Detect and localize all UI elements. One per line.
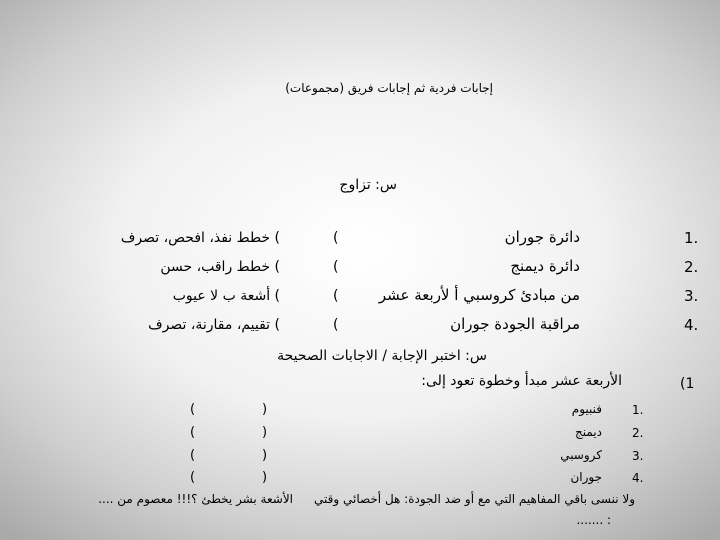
row-number: 4. xyxy=(684,316,699,334)
row-number: 2. xyxy=(684,258,699,276)
option-number: 1. xyxy=(632,403,644,417)
choice-question-prompt: س: اختبر الإجابة / الاجابات الصحيحة xyxy=(277,348,487,364)
answer-blank: ( xyxy=(333,259,339,275)
option-number: 4. xyxy=(632,471,644,485)
answer-blank: ( xyxy=(333,230,339,246)
left-item: دائرة ديمنج xyxy=(510,257,580,275)
answer-blank-open: ( xyxy=(190,425,196,440)
option-number: 3. xyxy=(632,449,644,463)
answer-blank-open: ( xyxy=(190,470,196,485)
matching-question-label: س: تزاوج xyxy=(339,177,397,193)
row-number: 1. xyxy=(684,229,699,247)
question-marker: (1 xyxy=(680,376,695,392)
page-header: إجابات فردية ثم إجابات فريق (مجموعات) xyxy=(285,81,493,95)
answer-blank-close: ) xyxy=(262,470,268,485)
right-item: ) خطط راقب، حسن xyxy=(160,259,280,275)
right-item: ) تقييم، مقارنة، تصرف xyxy=(148,317,280,333)
answer-blank-close: ) xyxy=(262,448,268,463)
note-tail: : ....... xyxy=(576,513,611,527)
option-label: كروسبي xyxy=(560,448,602,462)
right-item: ) أشعة ب لا عيوب xyxy=(172,288,280,304)
answer-blank: ( xyxy=(333,288,339,304)
option-label: ديمنج xyxy=(575,425,602,439)
option-number: 2. xyxy=(632,426,644,440)
answer-blank: ( xyxy=(333,317,339,333)
left-item: مراقبة الجودة جوران xyxy=(450,315,580,333)
left-item: دائرة جوران xyxy=(504,228,580,246)
choice-question-subprompt: الأربعة عشر مبدأ وخطوة تعود إلى: xyxy=(421,373,622,389)
right-item: ) خطط نفذ، افحص، تصرف xyxy=(120,230,280,246)
left-item: من مبادئ كروسبي أ لأربعة عشر xyxy=(378,286,580,304)
quote-text: الأشعة بشر يخطئ ؟!!! معصوم من .... xyxy=(98,492,293,506)
option-label: جوران xyxy=(570,470,602,484)
option-label: فنبيوم xyxy=(571,402,602,416)
row-number: 3. xyxy=(684,287,699,305)
concepts-note: ولا ننسى باقي المفاهيم التي مع أو ضد الجودة: هل أخصائي وقتي xyxy=(314,492,635,506)
answer-blank-open: ( xyxy=(190,448,196,463)
answer-blank-open: ( xyxy=(190,402,196,417)
answer-blank-close: ) xyxy=(262,425,268,440)
answer-blank-close: ) xyxy=(262,402,268,417)
